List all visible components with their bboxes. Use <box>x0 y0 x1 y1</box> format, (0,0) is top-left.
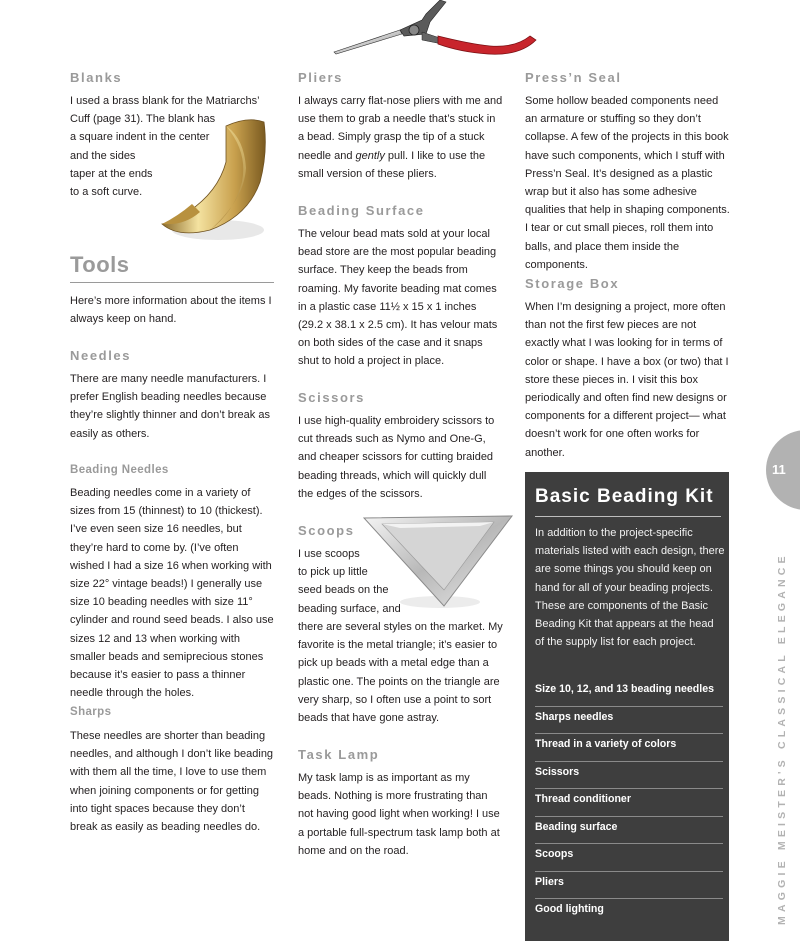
beading-surface-heading: Beading Surface <box>298 203 425 218</box>
running-head: MAGGIE MEISTER'S CLASSICAL ELEGANCE <box>776 552 788 925</box>
basic-beading-kit-box <box>525 472 729 941</box>
blanks-line: to a soft curve. <box>70 186 143 199</box>
blanks-line: a square indent in the center <box>70 131 210 144</box>
scoops-line: seed beads on the <box>298 584 389 597</box>
blanks-line: Cuff (page 31). The blank has <box>70 113 216 126</box>
blanks-text <box>70 92 280 201</box>
kit-list <box>535 679 723 927</box>
kit-item: Thread in a variety of colors <box>535 734 723 762</box>
page-number: 11 <box>772 462 786 477</box>
scissors-heading: Scissors <box>298 390 366 405</box>
beading-needles-heading: Beading Needles <box>70 464 169 476</box>
kit-intro: In addition to the project-specific materials listed with each design, there are some things you should keep on hand for all of your beading projects. These are components of the Basic Beading Kit that appears at the head of the supply list for each project. <box>535 527 725 649</box>
scoops-line: to pick up little <box>298 566 368 579</box>
scoops-line: I use scoops <box>298 548 360 560</box>
scoops-heading: Scoops <box>298 523 355 538</box>
needles-heading: Needles <box>70 348 132 363</box>
press-n-seal-text: Some hollow beaded components need an armature or stuffing so they don’t collapse. A few of the projects in this book have such components, which I stuff with Press’n Seal. It’s designed as a plastic wrap but it also has some adhesive qualities that help in shaping components. I tear or cut small pieces, roll them into balls, and place them inside the components. <box>525 95 730 271</box>
scissors-text: I use high-quality embroidery scissors to cut threads such as Nymo and One-G, and cheaper scissors for cutting braided beading threads, which will quickly dull the edges of the scissors. <box>298 415 495 500</box>
task-lamp-heading: Task Lamp <box>298 747 380 762</box>
blanks-heading: Blanks <box>70 70 123 85</box>
beading-needles-text: Beading needles come in a variety of sizes from 15 (thinnest) to 10 (thickest). I’ve even seen size 16 needles, but they’re hard to come by. (I’ve often wished I had a size 16 when working with size 22° vintage beads!) I generally use size 10 beading needles with size 11° cylinder and round seed beads. I also use sizes 12 and 13 when working with smaller beads and semiprecious stones because it’s easier to pass a thinner needle through the holes. <box>70 487 274 700</box>
blanks-line: and the sides <box>70 149 136 162</box>
scoops-text: there are several styles on the market. My favorite is the metal triangle; it’s easier to pick up beads with a metal edge than a plastic one. The points on the triangle are very sharp, so I often use a point to sort beads that have gone astray. <box>298 621 503 725</box>
sharps-heading: Sharps <box>70 706 112 718</box>
blanks-line: taper at the ends <box>70 167 153 180</box>
pliers-heading: Pliers <box>298 70 344 85</box>
tools-intro: Here’s more information about the items I always keep on hand. <box>70 295 272 326</box>
pliers-text-b: pull. I like to use the small version of these pliers. <box>298 149 486 180</box>
scoops-line: beading surface, and <box>298 602 401 615</box>
tools-rule <box>70 282 274 283</box>
sharps-text: These needles are shorter than beading needles, and although I don’t like beading with them all the time, I love to use them when joining components or for getting into tight spaces because they don’t break as easily as beading needles do. <box>70 730 274 834</box>
kit-item: Sharps needles <box>535 707 723 735</box>
needles-text: There are many needle manufacturers. I prefer English beading needles because they’re slightly thinner and don’t break as easily as others. <box>70 373 270 440</box>
task-lamp-text: My task lamp is as important as my beads. Nothing is more frustrating than not having good light when working! I use a portable full-spectrum task lamp both at home and on the road. <box>298 772 500 857</box>
pliers-text <box>298 92 503 183</box>
storage-box-heading: Storage Box <box>525 276 620 291</box>
kit-item: Size 10, 12, and 13 beading needles <box>535 679 723 707</box>
kit-title-rule <box>535 516 721 517</box>
blanks-line: I used a brass blank for the Matriarchs’ <box>70 95 260 107</box>
storage-box-text: When I’m designing a project, more often than not the first few pieces are not exactly what I was looking for in terms of color or shape. I have a box (or two) that I store these pieces in. I visit this box periodically and often find new designs or components for a different project— what doesn’t work for one often works for another. <box>525 301 729 459</box>
scoops-intro <box>298 545 418 618</box>
pliers-text-a: I always carry flat-nose pliers with me and use them to grab a needle that’s stuck in a bead. Simply grasp the tip of a stuck needle and <box>298 95 503 162</box>
tools-title: Tools <box>70 252 130 277</box>
press-n-seal-heading: Press’n Seal <box>525 70 622 85</box>
kit-item: Thread conditioner <box>535 789 723 817</box>
kit-item: Scoops <box>535 844 723 872</box>
kit-item: Good lighting <box>535 903 604 915</box>
kit-item: Pliers <box>535 872 723 900</box>
kit-title: Basic Beading Kit <box>535 486 714 507</box>
pliers-image <box>330 0 540 62</box>
beading-surface-text: The velour bead mats sold at your local bead store are the most popular beading surface. They keep the beads from roaming. My favorite beading mat comes in a plastic case 11½ x 15 x 1 inches (29.2 x 38.1 x 2.5 cm). It has velour mats on both sides of the case and it snaps shut to hold a project in place. <box>298 228 498 368</box>
pliers-text-em: gently <box>355 149 385 162</box>
kit-item: Scissors <box>535 762 723 790</box>
kit-item: Beading surface <box>535 817 723 845</box>
